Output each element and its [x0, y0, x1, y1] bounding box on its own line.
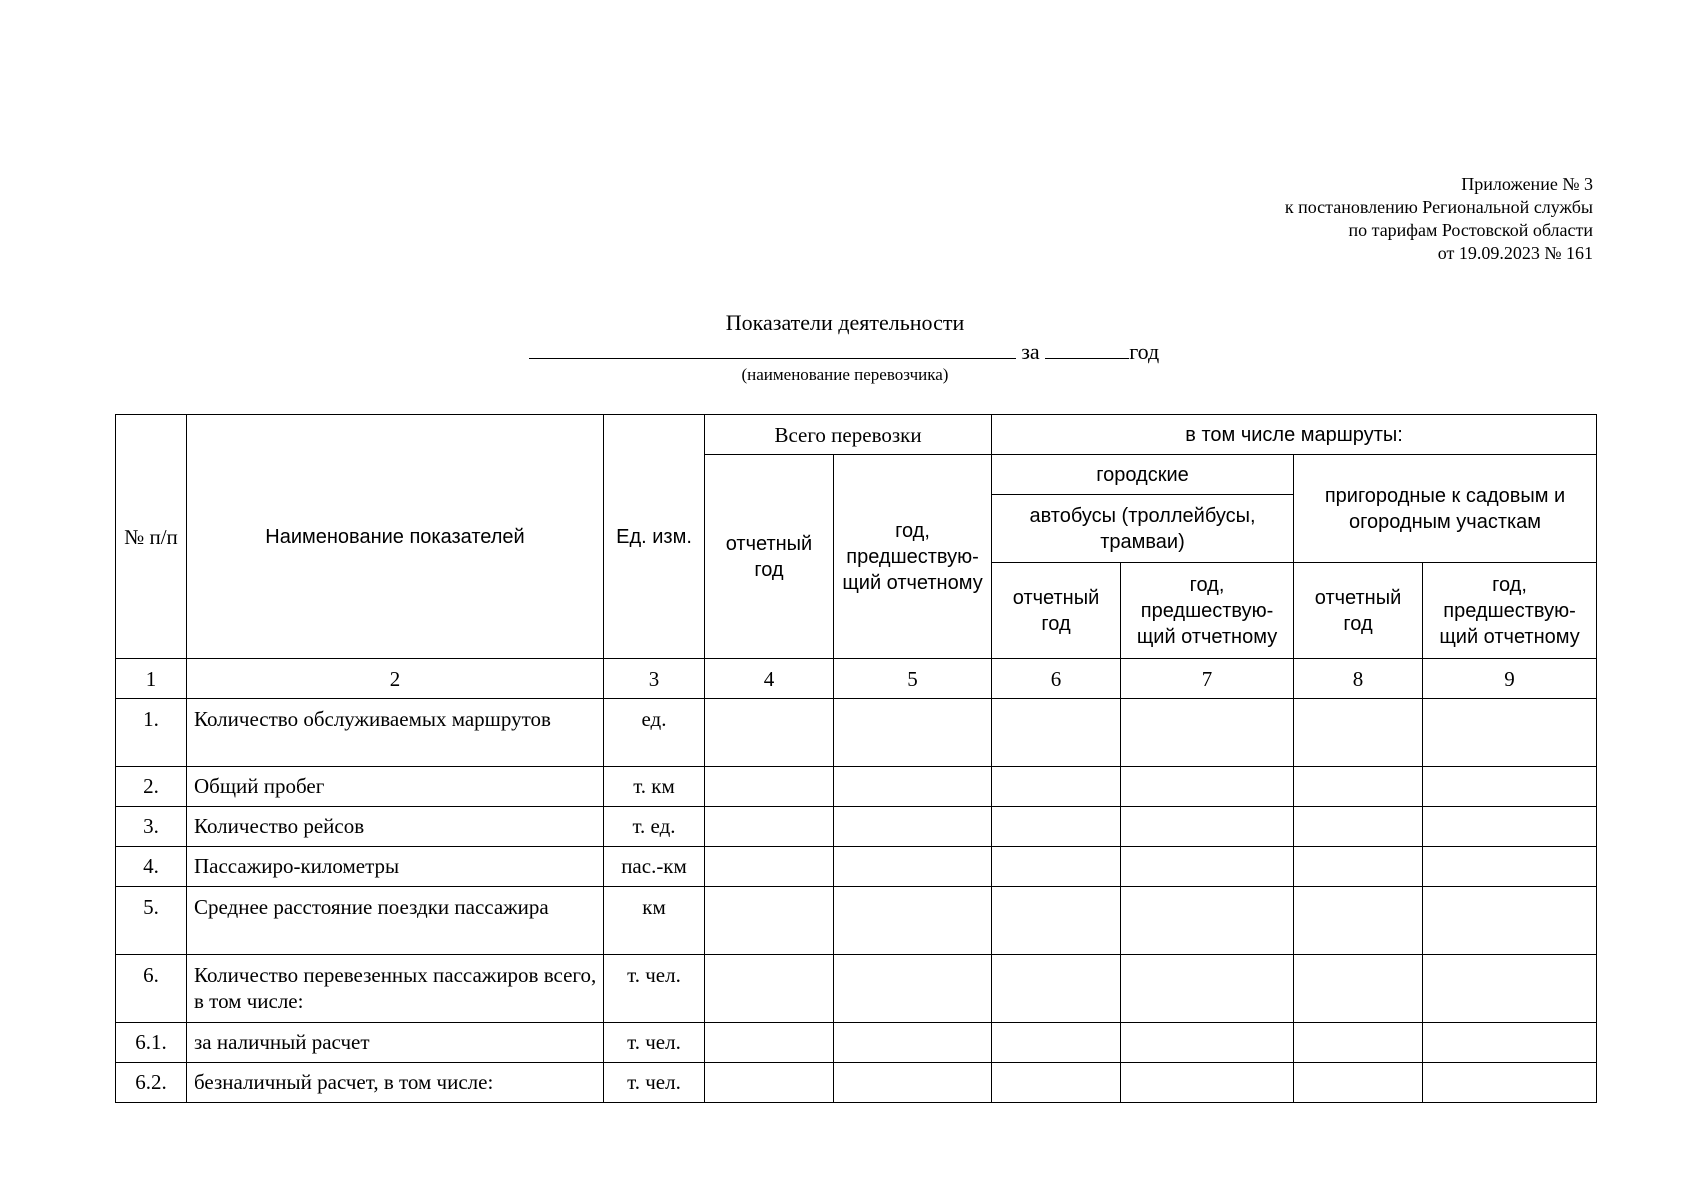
value-cell[interactable]	[705, 955, 834, 1023]
column-number: 8	[1294, 659, 1423, 699]
value-cell[interactable]	[992, 847, 1121, 887]
column-number: 9	[1423, 659, 1597, 699]
value-cell[interactable]	[1294, 887, 1423, 955]
form-title-block	[0, 310, 1698, 385]
row-num: 6.	[116, 955, 187, 1023]
value-cell[interactable]	[1423, 847, 1597, 887]
table-row	[116, 767, 1597, 807]
table-row	[116, 699, 1597, 767]
value-cell[interactable]	[1121, 847, 1294, 887]
value-cell[interactable]	[834, 807, 992, 847]
value-cell[interactable]	[705, 1023, 834, 1063]
value-cell[interactable]	[705, 699, 834, 767]
header-suburban: пригородные к садовым и огородным участкам	[1294, 455, 1597, 563]
header-urban-reporting: отчетный год	[992, 563, 1121, 659]
value-cell[interactable]	[1121, 807, 1294, 847]
year-blank	[1045, 338, 1129, 359]
row-unit: т. км	[604, 767, 705, 807]
value-cell[interactable]	[834, 847, 992, 887]
header-suburban-reporting: отчетный год	[1294, 563, 1423, 659]
header-suburban-previous: год, предшествую-щий отчетному	[1423, 563, 1597, 659]
row-name: за наличный расчет	[187, 1023, 604, 1063]
header-total-previous: год, предшествую-щий отчетному	[834, 455, 992, 659]
header-num: № п/п	[116, 415, 187, 659]
value-cell[interactable]	[834, 887, 992, 955]
row-unit: км	[604, 887, 705, 955]
value-cell[interactable]	[705, 807, 834, 847]
header-total: Всего перевозки	[705, 415, 992, 455]
row-unit: т. чел.	[604, 955, 705, 1023]
value-cell[interactable]	[1121, 887, 1294, 955]
column-number: 1	[116, 659, 187, 699]
value-cell[interactable]	[834, 1023, 992, 1063]
table-row	[116, 807, 1597, 847]
row-num: 1.	[116, 699, 187, 767]
value-cell[interactable]	[1294, 807, 1423, 847]
row-unit: пас.-км	[604, 847, 705, 887]
row-unit: ед.	[604, 699, 705, 767]
value-cell[interactable]	[992, 955, 1121, 1023]
table-row	[116, 955, 1597, 1023]
value-cell[interactable]	[992, 699, 1121, 767]
header-urban: городские	[992, 455, 1294, 495]
appendix-line: от 19.09.2023 № 161	[1437, 243, 1593, 263]
appendix-line: Приложение № 3	[1461, 174, 1593, 194]
header-urban-sub: автобусы (троллейбусы, трамваи)	[992, 495, 1294, 563]
appendix-line: по тарифам Ростовской области	[1348, 220, 1593, 240]
value-cell[interactable]	[992, 1023, 1121, 1063]
row-num: 6.2.	[116, 1063, 187, 1103]
table-row	[116, 847, 1597, 887]
row-unit: т. чел.	[604, 1063, 705, 1103]
value-cell[interactable]	[834, 699, 992, 767]
appendix-header	[1285, 173, 1593, 265]
value-cell[interactable]	[1121, 1023, 1294, 1063]
row-name: Среднее расстояние поездки пассажира	[187, 887, 604, 955]
row-num: 6.1.	[116, 1023, 187, 1063]
value-cell[interactable]	[1294, 847, 1423, 887]
value-cell[interactable]	[1423, 699, 1597, 767]
value-cell[interactable]	[1423, 887, 1597, 955]
value-cell[interactable]	[992, 1063, 1121, 1103]
indicators-table	[115, 414, 1597, 1103]
value-cell[interactable]	[992, 887, 1121, 955]
value-cell[interactable]	[1121, 955, 1294, 1023]
table-row	[116, 1023, 1597, 1063]
row-unit: т. ед.	[604, 807, 705, 847]
value-cell[interactable]	[1423, 767, 1597, 807]
value-cell[interactable]	[1294, 699, 1423, 767]
row-name: Пассажиро-километры	[187, 847, 604, 887]
row-num: 3.	[116, 807, 187, 847]
za-label: за	[1021, 339, 1040, 364]
row-name: безналичный расчет, в том числе:	[187, 1063, 604, 1103]
header-urban-previous: год, предшествую-щий отчетному	[1121, 563, 1294, 659]
table-row	[116, 1063, 1597, 1103]
column-number: 7	[1121, 659, 1294, 699]
header-unit: Ед. изм.	[604, 415, 705, 659]
column-number: 4	[705, 659, 834, 699]
column-numbers-row	[116, 659, 1597, 699]
value-cell[interactable]	[834, 767, 992, 807]
value-cell[interactable]	[705, 847, 834, 887]
value-cell[interactable]	[834, 1063, 992, 1103]
value-cell[interactable]	[705, 767, 834, 807]
value-cell[interactable]	[834, 955, 992, 1023]
value-cell[interactable]	[1121, 699, 1294, 767]
value-cell[interactable]	[1423, 1063, 1597, 1103]
value-cell[interactable]	[1294, 767, 1423, 807]
header-total-reporting: отчетный год	[705, 455, 834, 659]
value-cell[interactable]	[1294, 1063, 1423, 1103]
value-cell[interactable]	[1121, 767, 1294, 807]
value-cell[interactable]	[992, 767, 1121, 807]
value-cell[interactable]	[1294, 1023, 1423, 1063]
row-num: 5.	[116, 887, 187, 955]
row-unit: т. чел.	[604, 1023, 705, 1063]
value-cell[interactable]	[1423, 1023, 1597, 1063]
column-number: 6	[992, 659, 1121, 699]
row-name: Количество рейсов	[187, 807, 604, 847]
value-cell[interactable]	[992, 807, 1121, 847]
value-cell[interactable]	[1423, 955, 1597, 1023]
row-name: Количество перевезенных пассажиров всего, в том числе:	[187, 955, 604, 1023]
carrier-name-blank	[529, 338, 1016, 359]
carrier-line	[0, 338, 1698, 365]
column-number: 2	[187, 659, 604, 699]
row-num: 4.	[116, 847, 187, 887]
row-num: 2.	[116, 767, 187, 807]
year-label: год	[1129, 339, 1160, 364]
appendix-line: к постановлению Региональной службы	[1284, 197, 1593, 217]
column-number: 5	[834, 659, 992, 699]
table-row	[116, 887, 1597, 955]
row-name: Количество обслуживаемых маршрутов	[187, 699, 604, 767]
form-title: Показатели деятельности	[725, 310, 965, 335]
header-name: Наименование показателей	[187, 415, 604, 659]
value-cell[interactable]	[1423, 807, 1597, 847]
value-cell[interactable]	[705, 1063, 834, 1103]
carrier-caption: (наименование перевозчика)	[741, 365, 949, 384]
value-cell[interactable]	[1121, 1063, 1294, 1103]
column-number: 3	[604, 659, 705, 699]
row-name: Общий пробег	[187, 767, 604, 807]
value-cell[interactable]	[705, 887, 834, 955]
value-cell[interactable]	[1294, 955, 1423, 1023]
header-including: в том числе маршруты:	[992, 415, 1597, 455]
